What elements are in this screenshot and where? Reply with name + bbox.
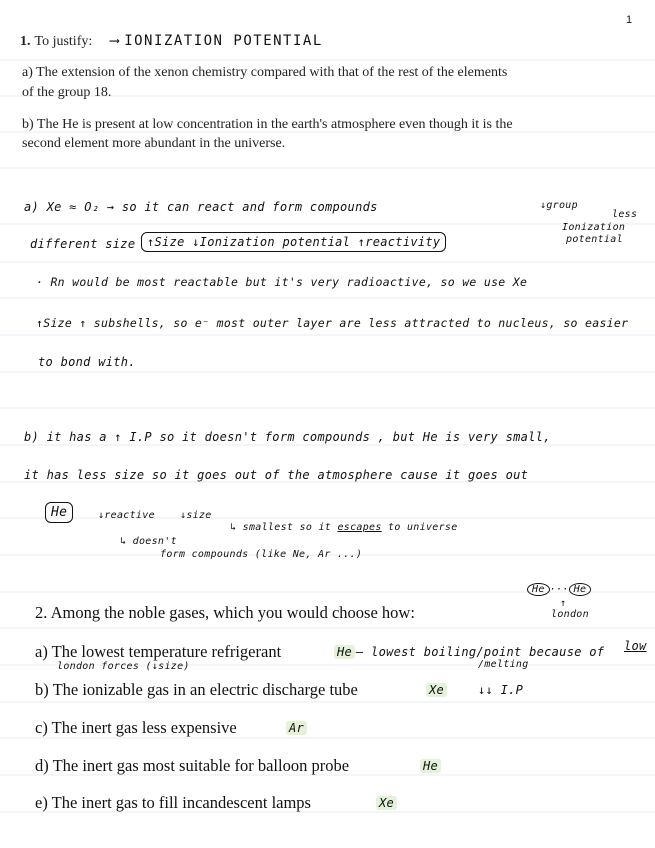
- q2-d-text: d) The inert gas most suitable for balloon probe: [35, 756, 350, 775]
- q2-d-answer: He: [420, 759, 441, 773]
- q2-e-answer: Xe: [376, 796, 397, 810]
- notes-a-side-potential: potential: [566, 234, 623, 245]
- notes-b-smallest: [230, 522, 458, 533]
- q2-a-answer: He: [334, 645, 355, 659]
- page-number: 1: [626, 14, 633, 26]
- notes-a-line4: ↑Size ↑ subshells, so e⁻ most outer layer are less attracted to nucleus, so easier: [36, 316, 629, 330]
- q2-a-note2: london forces (↓size): [57, 661, 190, 672]
- q2-london-arrow: ↑: [560, 598, 567, 609]
- q2-he-diagram: [527, 584, 591, 595]
- q1-prompt: To justify:: [34, 34, 93, 49]
- notes-b-form: form compounds (like Ne, Ar ...): [160, 549, 363, 560]
- q2-london-label: london: [551, 609, 589, 620]
- notes-a-side-ionization: Ionization: [562, 222, 626, 233]
- notes-a-line3: · Rn would be most reactable but it's very radioactive, so we use Xe: [36, 275, 528, 289]
- q2-b-answer: Xe: [426, 683, 447, 697]
- q2-a-melting: /melting: [478, 659, 529, 670]
- notes-b-line2: it has less size so it goes out of the atmosphere cause it goes out: [24, 468, 529, 482]
- notes-b-line1: b) it has a ↑ I.P so it doesn't form compounds , but He is very small,: [24, 430, 551, 444]
- q2-he-right: He: [569, 583, 592, 596]
- q2-b-note: ↓↓ I.P: [478, 683, 524, 697]
- notes-a-line2-left: different size: [30, 237, 136, 251]
- q2-b-text: b) The ionizable gas in an electric discharge tube: [35, 680, 358, 699]
- notes-b-doesnt: ↳ doesn't: [120, 536, 177, 547]
- q2-dots: ···: [549, 584, 569, 595]
- notes-b-reactive: ↓reactive: [98, 510, 155, 521]
- q2-c-answer: Ar: [286, 721, 307, 735]
- notes-a-side-less: less: [612, 209, 638, 220]
- q1-a-line2: of the group 18.: [22, 85, 112, 100]
- q1-header: [20, 32, 323, 50]
- q2-c-text: c) The inert gas less expensive: [35, 718, 237, 737]
- notes-a-line1: a) Xe ≈ O₂ → so it can react and form compounds: [24, 200, 378, 214]
- q1-title: IONIZATION POTENTIAL: [124, 33, 323, 49]
- q2-a-text: a) The lowest temperature refrigerant: [35, 642, 282, 661]
- q1-b-line2: second element more abundant in the universe.: [22, 136, 286, 151]
- q2-e-text: e) The inert gas to fill incandescent lamps: [35, 793, 311, 812]
- notes-a-boxed-trend: ↑Size ↓Ionization potential ↑reactivity: [141, 232, 446, 252]
- notes-b-escapes: escapes: [337, 522, 382, 533]
- q1-b-line1: b) The He is present at low concentration in the earth's atmosphere even though it is the: [22, 117, 513, 132]
- q2-he-left: He: [527, 583, 550, 596]
- notes-a-line5: to bond with.: [38, 355, 136, 369]
- notes-a-side-group: ↓group: [540, 200, 578, 211]
- notes-b-size: ↓size: [180, 510, 212, 521]
- notes-b-smallest-pre: ↳ smallest so it: [230, 522, 338, 533]
- q2-a-note: — lowest boiling/point because of: [356, 645, 605, 659]
- q1-number: 1.: [20, 34, 31, 49]
- q2-a-low: low: [624, 639, 647, 653]
- notes-b-he-box: He: [45, 502, 73, 523]
- q1-a-line1: a) The extension of the xenon chemistry compared with that of the rest of the elements: [22, 65, 508, 80]
- q1-arrow: ⟶: [110, 33, 121, 49]
- notes-b-smallest-post: to universe: [381, 522, 458, 533]
- q2-heading: 2. Among the noble gases, which you would choose how:: [35, 603, 415, 622]
